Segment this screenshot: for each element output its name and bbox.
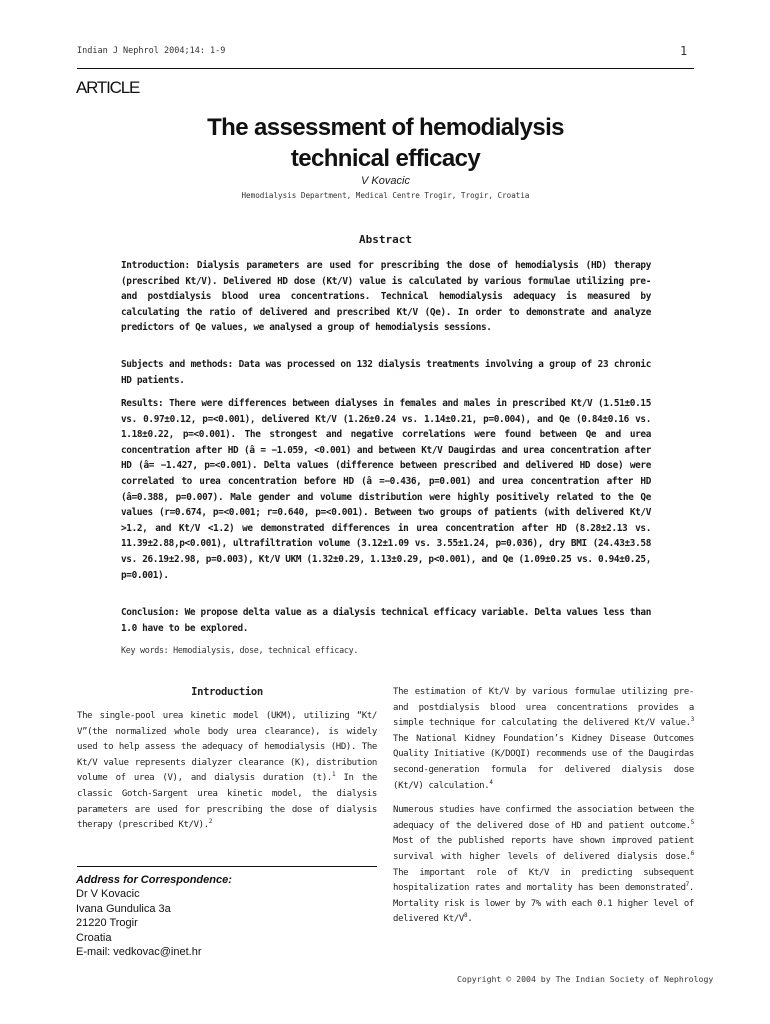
citation-ref: 7 (685, 881, 689, 889)
intro-p3-text-b: Most of the published reports have shown improved patient survival with higher levels of delivered dialysis dose. (393, 836, 694, 862)
page-number: 1 (680, 44, 688, 58)
abstract-subjects-methods (121, 357, 651, 388)
introduction-heading: Introduction (191, 686, 263, 698)
abstract-conclusion (121, 605, 651, 636)
abstract-conclusion-text: Conclusion: We propose delta value as a dialysis technical efficacy variable. Delta values less than 1.0 have to be explored. (121, 607, 651, 634)
correspondence-divider (77, 866, 377, 867)
abstract-introduction-text: Introduction: Dialysis parameters are used for prescribing the dose of hemodialysis (HD) therapy (prescribed Kt/V). Delivered HD dose (Kt/V) value is calculated by various formulae utilizing pre- and postdialysis blood urea concentrations. Technical hemodialysis adequacy is measured by calculating the ratio of delivered and prescribed Kt/V (Qe). In order to demonstrate and analyze predictors of Qe values, we analysed a group of hemodialysis sessions. (121, 260, 651, 334)
intro-p3-text-e: . (467, 914, 473, 925)
citation-ref: 5 (690, 818, 694, 826)
author-affiliation: Hemodialysis Department, Medical Centre Trogir, Trogir, Croatia (241, 191, 530, 200)
citation-ref: 3 (690, 716, 694, 724)
correspondence-city: 21220 Trogir (76, 917, 138, 930)
intro-p1-text-b: In the classic Gotch-Sargent urea kinetic model, the dialysis parameters are used for prescribing the dose of dialysis therapy (prescribed Kt/V). (77, 773, 378, 831)
abstract-results-text: Results: There were differences between dialyses in females and males in prescribed Kt/V (1.51±0.15 vs. 0.97±0.12, p=<0.001), delivered Kt/V (1.26±0.24 vs. 1.14±0.21, p=0.004), and Qe (0.84±0.16 vs. 1.18±0.22, p=<0.001). The strongest and negative correlations were found between Qe and urea concentration after HD (â = −1.059, <0.001) and between Kt/V Daugirdas and urea concentration after HD (â= −1.427, p=<0.001). Delta values (difference between prescribed and delivered HD dose) were correlated to urea concentration before HD (â =−0.436, p=0.001) and urea concentration after HD (â=0.388, p=0.007). Male gender and volume distribution were highly positively related to the Qe values (r=0.674, p=<0.001; r=0.640, p=<0.001). Between two groups of patients (with delivered Kt/V >1.2, and Kt/V <1.2) we demonstrated differences in urea concentration after HD (8.28±2.13 vs. 11.39±2.88,p<0.001), ultrafiltration volume (3.12±1.09 vs. 3.55±1.24, p=0.036), dry BMI (24.43±3.58 vs. 26.19±2.98, p=0.003), Kt/V UKM (1.32±0.29, 1.13±0.29, p<0.001), and Qe (1.09±0.25 vs. 0.94±0.25, p=0.001). (121, 398, 651, 581)
abstract-heading: Abstract (359, 233, 412, 246)
intro-p3-text-a: Numerous studies have confirmed the association between the adequacy of the delivered dose of HD and patient outcome. (393, 805, 694, 831)
correspondence-name: Dr V Kovacic (76, 888, 140, 901)
header-rule (77, 68, 694, 69)
correspondence-block (76, 873, 232, 959)
intro-p2-text-a: The estimation of Kt/V by various formulae utilizing pre- and postdialysis blood urea concentrations provides a simple technique for calculating the delivered Kt/V value. (393, 687, 694, 729)
section-label: ARTICLE (76, 78, 140, 97)
correspondence-email[interactable]: E-mail: vedkovac@inet.hr (76, 946, 202, 959)
correspondence-country: Croatia (76, 931, 112, 944)
correspondence-label: Address for Correspondence: (76, 874, 232, 886)
intro-paragraph-3 (393, 803, 694, 928)
abstract-subjects-text: Subjects and methods: Data was processed on 132 dialysis treatments involving a group of 23 chronic HD patients. (121, 359, 651, 386)
author-name: V Kovacic (361, 175, 410, 187)
abstract-introduction (121, 258, 651, 336)
intro-paragraph-1 (77, 709, 377, 834)
citation-ref: 1 (332, 771, 336, 779)
citation-ref: 8 (463, 912, 468, 920)
article-title-line-2: technical efficacy (290, 145, 481, 172)
citation-ref: 6 (690, 849, 694, 857)
correspondence-street: Ivana Gundulica 3a (76, 902, 171, 915)
left-column-text (77, 709, 377, 834)
intro-p3-text-d: . Mortality risk is lower by 7% with each 0.1 higher level of delivered Kt/V (393, 883, 694, 925)
intro-p1-text-a: The single-pool urea kinetic model (UKM), utilizing “Kt/ V”(the normalized whole body urea clearance), is widely used to help assess the adequacy of hemodialysis (HD). The Kt/V value represents dialyzer clearance (K), distribution volume of urea (V), and dialysis duration (t). (77, 711, 377, 784)
intro-paragraph-2 (393, 685, 694, 794)
citation-ref: 2 (208, 818, 213, 826)
citation-ref: 4 (489, 778, 493, 786)
journal-citation: Indian J Nephrol 2004;14: 1-9 (77, 46, 226, 56)
right-column-text (393, 685, 694, 928)
keywords: Key words: Hemodialysis, dose, technical efficacy. (121, 645, 359, 655)
copyright-notice: Copyright © 2004 by The Indian Society of Nephrology (457, 974, 714, 984)
article-title-line-1: The assessment of hemodialysis (207, 114, 564, 141)
intro-p2-text-b: The National Kidney Foundation’s Kidney Disease Outcomes Quality Initiative (K/DOQI) recommends use of the Daugirdas second-generation formula for delivered dialysis dose (Kt/V) calculation. (393, 733, 694, 791)
abstract-results (121, 396, 651, 583)
intro-p3-text-c: The important role of Kt/V in predicting subsequent hospitalization rates and mortality has been demonstrated (393, 867, 694, 894)
